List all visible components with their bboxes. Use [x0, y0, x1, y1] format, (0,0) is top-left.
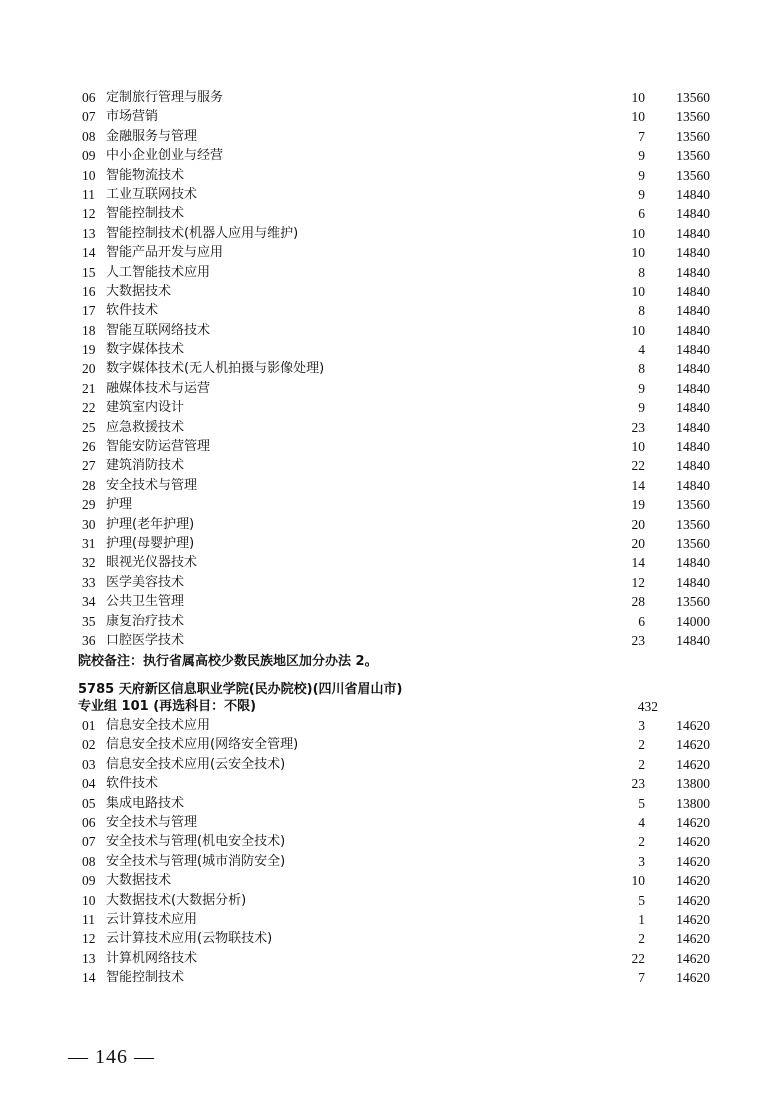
program-code: 03	[82, 756, 96, 772]
tuition-fee: 13560	[676, 497, 710, 513]
program-name: 护理(母婴护理)	[106, 535, 195, 551]
table-row	[0, 612, 777, 631]
program-code: 25	[82, 419, 96, 435]
table-row	[0, 534, 777, 553]
enrollment-count: 4	[638, 814, 645, 830]
program-code: 13	[82, 225, 96, 241]
program-code: 34	[82, 594, 96, 610]
program-group-heading	[78, 697, 658, 716]
program-name: 云计算技术应用(云物联技术)	[106, 931, 273, 947]
school-remark: 院校备注：执行省属高校少数民族地区加分办法 2。	[78, 654, 378, 669]
program-code: 19	[82, 342, 96, 358]
program-name: 智能产品开发与应用	[106, 245, 224, 261]
tuition-fee: 14620	[676, 931, 710, 947]
enrollment-count: 8	[638, 303, 645, 319]
program-name: 智能控制技术	[106, 206, 185, 222]
tuition-fee: 13560	[676, 109, 710, 125]
enrollment-count: 28	[631, 594, 645, 610]
program-code: 15	[82, 264, 96, 280]
tuition-fee: 14620	[676, 911, 710, 927]
program-name: 安全技术与管理(城市消防安全)	[106, 853, 286, 869]
program-code: 06	[82, 814, 96, 830]
table-row	[0, 891, 777, 910]
program-code: 20	[82, 361, 96, 377]
program-name: 金融服务与管理	[106, 128, 198, 144]
table-row	[0, 592, 777, 611]
program-name: 公共卫生管理	[106, 594, 185, 610]
enrollment-count: 5	[638, 892, 645, 908]
tuition-fee: 14840	[676, 186, 710, 202]
program-code: 11	[82, 186, 95, 202]
enrollment-count: 2	[638, 737, 645, 753]
enrollment-count: 19	[631, 497, 645, 513]
tuition-fee: 14620	[676, 853, 710, 869]
table-row	[0, 456, 777, 475]
tuition-fee: 13800	[676, 795, 710, 811]
table-row	[0, 949, 777, 968]
program-name: 建筑室内设计	[106, 400, 185, 416]
table-row	[0, 398, 777, 417]
enrollment-count: 22	[631, 458, 645, 474]
tuition-fee: 14620	[676, 756, 710, 772]
program-code: 22	[82, 400, 96, 416]
tuition-fee: 14840	[676, 245, 710, 261]
enrollment-count: 6	[638, 206, 645, 222]
program-code: 07	[82, 834, 96, 850]
table-row	[0, 929, 777, 948]
program-code: 02	[82, 737, 96, 753]
program-code: 16	[82, 283, 96, 299]
enrollment-count: 7	[638, 128, 645, 144]
program-code: 13	[82, 950, 96, 966]
program-code: 05	[82, 795, 96, 811]
tuition-fee: 13560	[676, 516, 710, 532]
program-name: 融媒体技术与运营	[106, 380, 211, 396]
enrollment-count: 23	[631, 632, 645, 648]
enrollment-count: 10	[631, 90, 645, 105]
enrollment-count: 20	[631, 516, 645, 532]
table-row	[0, 418, 777, 437]
tuition-fee: 13560	[676, 148, 710, 164]
program-code: 28	[82, 477, 96, 493]
table-row	[0, 243, 777, 262]
enrollment-count: 7	[638, 970, 645, 986]
enrollment-count: 12	[631, 574, 645, 590]
enrollment-count: 2	[638, 756, 645, 772]
enrollment-count: 6	[638, 613, 645, 629]
program-code: 14	[82, 970, 96, 986]
table-row	[0, 437, 777, 456]
program-name: 数字媒体技术	[106, 342, 185, 358]
enrollment-count: 9	[638, 148, 645, 164]
program-code: 36	[82, 632, 96, 648]
program-code: 11	[82, 911, 95, 927]
table-row	[0, 631, 777, 650]
enrollment-count: 10	[631, 283, 645, 299]
program-name: 眼视光仪器技术	[106, 555, 198, 571]
enrollment-count: 2	[638, 931, 645, 947]
group-label: 专业组 101 (再选科目：不限)	[78, 699, 257, 714]
table-row	[0, 88, 777, 107]
tuition-fee: 13560	[676, 90, 710, 105]
tuition-fee: 14840	[676, 555, 710, 571]
table-row	[0, 755, 777, 774]
tuition-fee: 14840	[676, 574, 710, 590]
program-name: 集成电路技术	[106, 795, 185, 811]
program-name: 护理	[106, 497, 133, 513]
program-code: 09	[82, 148, 96, 164]
program-name: 安全技术与管理(机电安全技术)	[106, 834, 286, 850]
program-code: 31	[82, 535, 96, 551]
tuition-fee: 14840	[676, 206, 710, 222]
program-code: 21	[82, 380, 96, 396]
program-code: 12	[82, 931, 96, 947]
enrollment-count: 8	[638, 264, 645, 280]
program-code: 26	[82, 439, 96, 455]
program-code: 08	[82, 853, 96, 869]
enrollment-count: 10	[631, 109, 645, 125]
program-code: 06	[82, 90, 96, 105]
program-code: 32	[82, 555, 96, 571]
program-name: 智能控制技术	[106, 970, 185, 986]
program-list-continued	[0, 88, 777, 650]
enrollment-count: 10	[631, 439, 645, 455]
tuition-fee: 14840	[676, 380, 710, 396]
program-name: 大数据技术(大数据分析)	[106, 892, 247, 908]
program-code: 29	[82, 497, 96, 513]
program-code: 30	[82, 516, 96, 532]
enrollment-count: 5	[638, 795, 645, 811]
enrollment-count: 1	[638, 911, 645, 927]
table-row	[0, 282, 777, 301]
tuition-fee: 13800	[676, 776, 710, 792]
program-code: 10	[82, 892, 96, 908]
enrollment-count: 9	[638, 380, 645, 396]
program-code: 33	[82, 574, 96, 590]
table-row	[0, 910, 777, 929]
enrollment-count: 9	[638, 400, 645, 416]
program-name: 工业互联网技术	[106, 186, 198, 202]
table-row	[0, 359, 777, 378]
enrollment-count: 10	[631, 245, 645, 261]
program-code: 12	[82, 206, 96, 222]
program-name: 软件技术	[106, 776, 159, 792]
program-list	[0, 716, 777, 987]
table-row	[0, 832, 777, 851]
table-row	[0, 146, 777, 165]
program-name: 大数据技术	[106, 283, 172, 299]
table-row	[0, 813, 777, 832]
tuition-fee: 14840	[676, 632, 710, 648]
table-row	[0, 301, 777, 320]
program-code: 14	[82, 245, 96, 261]
enrollment-count: 10	[631, 225, 645, 241]
program-name: 人工智能技术应用	[106, 264, 211, 280]
enrollment-count: 23	[631, 776, 645, 792]
table-row	[0, 716, 777, 735]
tuition-fee: 14840	[676, 458, 710, 474]
enrollment-count: 8	[638, 361, 645, 377]
tuition-fee: 14840	[676, 400, 710, 416]
table-row	[0, 379, 777, 398]
table-row	[0, 553, 777, 572]
table-row	[0, 573, 777, 592]
enrollment-count: 9	[638, 167, 645, 183]
table-row	[0, 735, 777, 754]
enrollment-count: 4	[638, 342, 645, 358]
tuition-fee: 14840	[676, 439, 710, 455]
tuition-fee: 14620	[676, 834, 710, 850]
table-row	[0, 495, 777, 514]
table-row	[0, 263, 777, 282]
enrollment-count: 3	[638, 853, 645, 869]
program-name: 安全技术与管理	[106, 477, 198, 493]
program-code: 17	[82, 303, 96, 319]
table-row	[0, 476, 777, 495]
group-total: 432	[637, 699, 658, 714]
program-code: 10	[82, 167, 96, 183]
tuition-fee: 14840	[676, 477, 710, 493]
table-row	[0, 166, 777, 185]
page-number: — 146 —	[68, 1046, 155, 1068]
table-row	[0, 852, 777, 871]
program-name: 数字媒体技术(无人机拍摄与影像处理)	[106, 361, 325, 377]
program-code: 09	[82, 873, 96, 889]
program-code: 27	[82, 458, 96, 474]
tuition-fee: 13560	[676, 128, 710, 144]
program-name: 智能安防运营管理	[106, 439, 211, 455]
tuition-fee: 14840	[676, 225, 710, 241]
program-code: 04	[82, 776, 96, 792]
enrollment-count: 10	[631, 322, 645, 338]
table-row	[0, 224, 777, 243]
tuition-fee: 13560	[676, 594, 710, 610]
tuition-fee: 14620	[676, 873, 710, 889]
program-name: 大数据技术	[106, 873, 172, 889]
tuition-fee: 14840	[676, 264, 710, 280]
tuition-fee: 14620	[676, 737, 710, 753]
enrollment-count: 22	[631, 950, 645, 966]
enrollment-count: 9	[638, 186, 645, 202]
program-name: 信息安全技术应用(网络安全管理)	[106, 737, 299, 753]
enrollment-count: 14	[631, 477, 645, 493]
enrollment-count: 2	[638, 834, 645, 850]
program-name: 护理(老年护理)	[106, 516, 195, 532]
tuition-fee: 14000	[676, 613, 710, 629]
program-name: 信息安全技术应用(云安全技术)	[106, 756, 286, 772]
table-row	[0, 871, 777, 890]
program-name: 安全技术与管理	[106, 814, 198, 830]
program-code: 07	[82, 109, 96, 125]
program-code: 08	[82, 128, 96, 144]
tuition-fee: 14620	[676, 814, 710, 830]
tuition-fee: 14620	[676, 970, 710, 986]
tuition-fee: 14840	[676, 419, 710, 435]
tuition-fee: 14620	[676, 718, 710, 733]
program-name: 智能控制技术(机器人应用与维护)	[106, 225, 299, 241]
tuition-fee: 14840	[676, 342, 710, 358]
table-row	[0, 204, 777, 223]
enrollment-count: 14	[631, 555, 645, 571]
program-name: 计算机网络技术	[106, 950, 198, 966]
program-name: 市场营销	[106, 109, 159, 125]
table-row	[0, 127, 777, 146]
program-name: 建筑消防技术	[106, 458, 185, 474]
program-code: 01	[82, 718, 96, 733]
enrollment-count: 23	[631, 419, 645, 435]
tuition-fee: 14840	[676, 283, 710, 299]
program-code: 18	[82, 322, 96, 338]
enrollment-count: 10	[631, 873, 645, 889]
program-name: 口腔医学技术	[106, 632, 185, 648]
tuition-fee: 14620	[676, 892, 710, 908]
program-name: 云计算技术应用	[106, 911, 198, 927]
program-name: 应急救援技术	[106, 419, 185, 435]
program-name: 康复治疗技术	[106, 613, 185, 629]
program-name: 信息安全技术应用	[106, 718, 211, 733]
table-row	[0, 774, 777, 793]
tuition-fee: 14620	[676, 950, 710, 966]
table-row	[0, 340, 777, 359]
table-row	[0, 107, 777, 126]
tuition-fee: 13560	[676, 167, 710, 183]
table-row	[0, 794, 777, 813]
table-row	[0, 968, 777, 987]
program-name: 软件技术	[106, 303, 159, 319]
table-row	[0, 185, 777, 204]
enrollment-count: 3	[638, 718, 645, 733]
program-name: 定制旅行管理与服务	[106, 90, 224, 105]
tuition-fee: 14840	[676, 303, 710, 319]
program-name: 中小企业创业与经营	[106, 148, 224, 164]
enrollment-count: 20	[631, 535, 645, 551]
program-name: 智能互联网络技术	[106, 322, 211, 338]
tuition-fee: 14840	[676, 361, 710, 377]
table-row	[0, 515, 777, 534]
program-code: 35	[82, 613, 96, 629]
tuition-fee: 13560	[676, 535, 710, 551]
school-heading: 5785 天府新区信息职业学院(民办院校)(四川省眉山市)	[78, 682, 403, 697]
tuition-fee: 14840	[676, 322, 710, 338]
program-name: 医学美容技术	[106, 574, 185, 590]
table-row	[0, 321, 777, 340]
program-name: 智能物流技术	[106, 167, 185, 183]
